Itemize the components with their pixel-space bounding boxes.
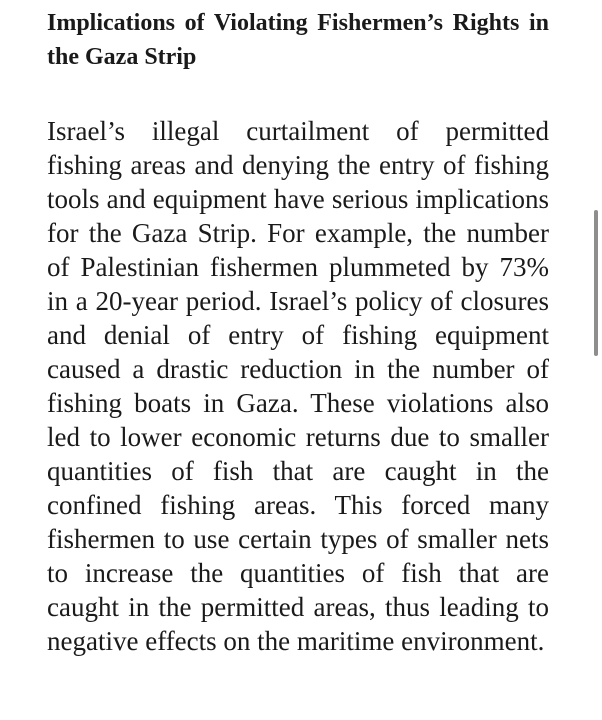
article-title: Implications of Violating Fishermen’s Rights in the Gaza Strip	[47, 10, 549, 70]
article-body: Israel’s illegal curtailment of permitted fishing areas and denying the entry of fishing tools and equipment have serious implications for the Gaza Strip. For example, the number of Palestinian fishermen plummeted by 73% in a 20-year period. Israel’s policy of closures and denial of entry of fishing equipment caused a drastic reduction in the number of fishing boats in Gaza. These violations also led to lower economic returns due to smaller quantities of fish that are caught in the confined fishing areas. This forced many fishermen to use certain types of smaller nets to increase the quantities of fish that are caught in the permitted areas, thus leading to negative effects on the maritime environment.	[47, 116, 549, 656]
scrollbar-thumb[interactable]	[594, 210, 598, 356]
article	[47, 6, 549, 658]
